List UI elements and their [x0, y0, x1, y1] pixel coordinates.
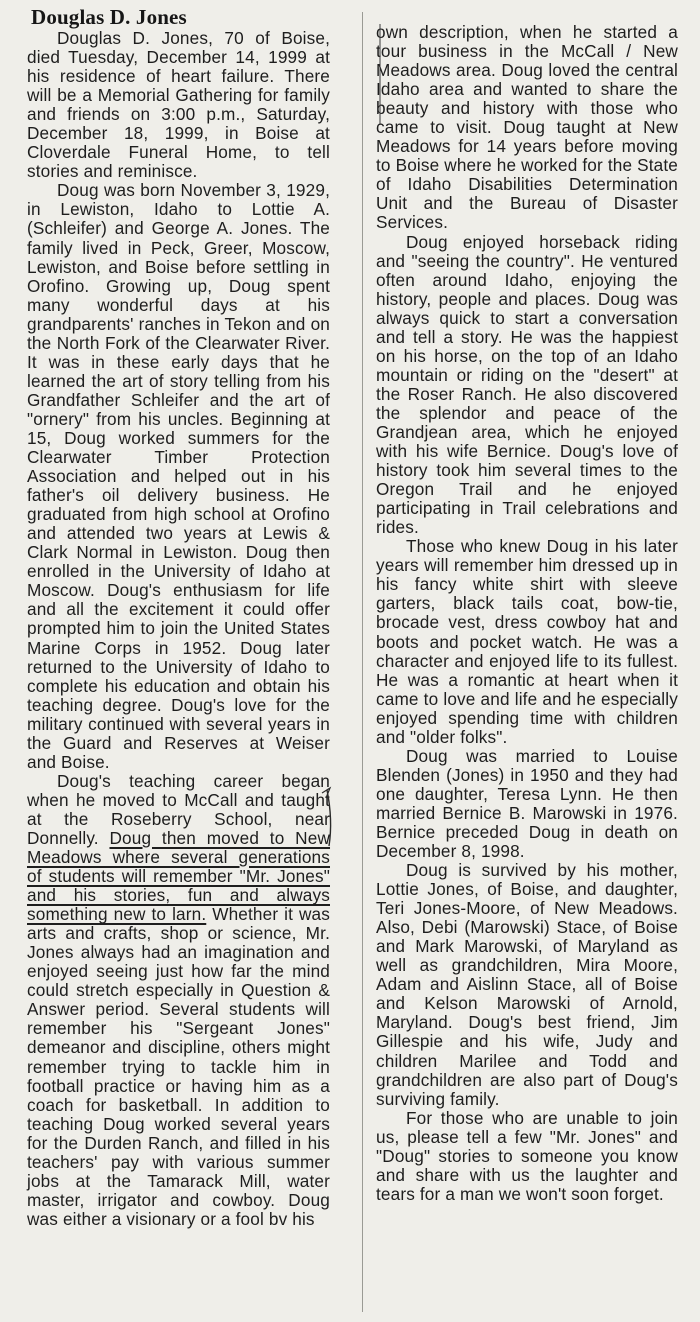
obituary-paragraph-horseback: Doug enjoyed horseback riding and "seeing the country". He ventured often around Idaho, enjoying the history, people and places. Doug was always quick to start a conversation and tell a story. He was the happiest on his horse, on the top of an Idaho mountain or riding on the "desert" at the Roser Ranch. He also discovered the splendor and peace of the Grandjean area, which he enjoyed with his wife Bernice. Doug's love of history took him several times to the Oregon Trail and he enjoyed participating in Trail celebrations and rides. [376, 231, 678, 538]
obituary-paragraph-later-years: Those who knew Doug in his later years will remember him dressed up in his fancy white shirt with sleeve garters, black tails coat, bow-tie, brocade vest, dress cowboy hat and boots and pocket watch. He was a character and enjoyed life to its fullest. He was a romantic at heart when it came to love and life and he especially enjoyed spending time with children and "older folks". [376, 536, 678, 747]
teaching-text-after: Whether it was arts and crafts, shop or science, Mr. Jones always had an imagination and enjoyed seeing just how far the mind could stretch especially in Question & Answer period. Several students will remember his "Sergeant Jones" demeanor and discipline, others might remember trying to tackle him in football practice or having him as a coach for basketball. In addition to teaching Doug worked several years for the Durden Ranch, and filled in his teachers' pay with various summer jobs at the Tamarack Mill, water master, irrigator and cowboy. Doug was either a visionary or a fool bv his [27, 904, 330, 1229]
column-divider [362, 12, 363, 1312]
obituary-paragraph-survivors: Doug is survived by his mother, Lottie Jones, of Boise, and daughter, Teri Jones-Moore, of New Meadows. Also, Debi (Marowski) Stace, of Boise and Mark Marowski, of Maryland as well as grandchildren, Mira Moore, Adam and Aislinn Stace, all of Boise and Kelson Marowski of Arnold, Maryland. Doug's best friend, Jim Gillespie and his wife, Judy and children Marilee and Todd and grandchildren are also part of Doug's surviving family. [376, 860, 678, 1109]
obituary-paragraph-marriages: Doug was married to Louise Blenden (Jones) in 1950 and they had one daughter, Teresa Lynn. He then married Bernice B. Marowski in 1976. Bernice preceded Doug in death on December 8, 1998. [376, 745, 678, 862]
obituary-paragraph-tour-business: own description, when he started a tour business in the McCall / New Meadows area. Doug loved the central Idaho area and wanted to share the beauty and history with those who came to visit. Doug taught at New Meadows for 14 years before moving to Boise where he worked for the State of Idaho Disabilities Determination Unit and the Bureau of Disaster Services. [376, 22, 678, 233]
teaching-text-before: Doug's teaching career began when he moved to McCall and taught at the Roseberry School, near Donnelly. [27, 770, 330, 848]
obituary-paragraph-teaching [27, 772, 330, 1229]
obituary-paragraph-memorial: Douglas D. Jones, 70 of Boise, died Tuesday, December 14, 1999 at his residence of heart failure. There will be a Memorial Gathering for family and friends on 3:00 p.m., Saturday, December 18, 1999, in Boise at Cloverdale Funeral Home, to tell stories and reminisce. [27, 28, 330, 182]
underlined-passage: Doug then moved to New Meadows where several generations of students will remember "Mr. Jones" and his stories, fun and always something new to larn. [27, 827, 331, 925]
left-column [27, 6, 330, 1229]
obituary-headline: Douglas D. Jones [31, 5, 187, 29]
right-column [376, 23, 678, 1204]
obituary-paragraph-closing: For those who are unable to join us, please tell a few "Mr. Jones" and "Doug" stories to someone you know and share with us the laughter and tears for a man we won't soon forget. [376, 1107, 678, 1204]
obituary-paragraph-early-life: Doug was born November 3, 1929, in Lewiston, Idaho to Lottie A. (Schleifer) and George A. Jones. The family lived in Peck, Greer, Moscow, Lewiston, and Boise before settling in Orofino. Growing up, Doug spent many wonderful days at his grandparents' ranches in Tekon and on the North Fork of the Clearwater River. It was in these early days that he learned the art of story telling from his Grandfather Schleifer and the art of "ornery" from his uncles. Beginning at 15, Doug worked summers for the Clearwater Timber Protection Association and helped out in his father's oil delivery business. He graduated from high school at Orofino and attended two years at Lewis & Clark Normal in Lewiston. Doug then enrolled in the University of Idaho at Moscow. Doug's enthusiasm for life and all the excitement it could offer prompted him to join the United States Marine Corps in 1952. Doug later returned to the University of Idaho to complete his education and obtain his teaching degree. Doug's love for the military continued with several years in the Guard and Reserves at Weiser and Boise. [27, 180, 330, 772]
